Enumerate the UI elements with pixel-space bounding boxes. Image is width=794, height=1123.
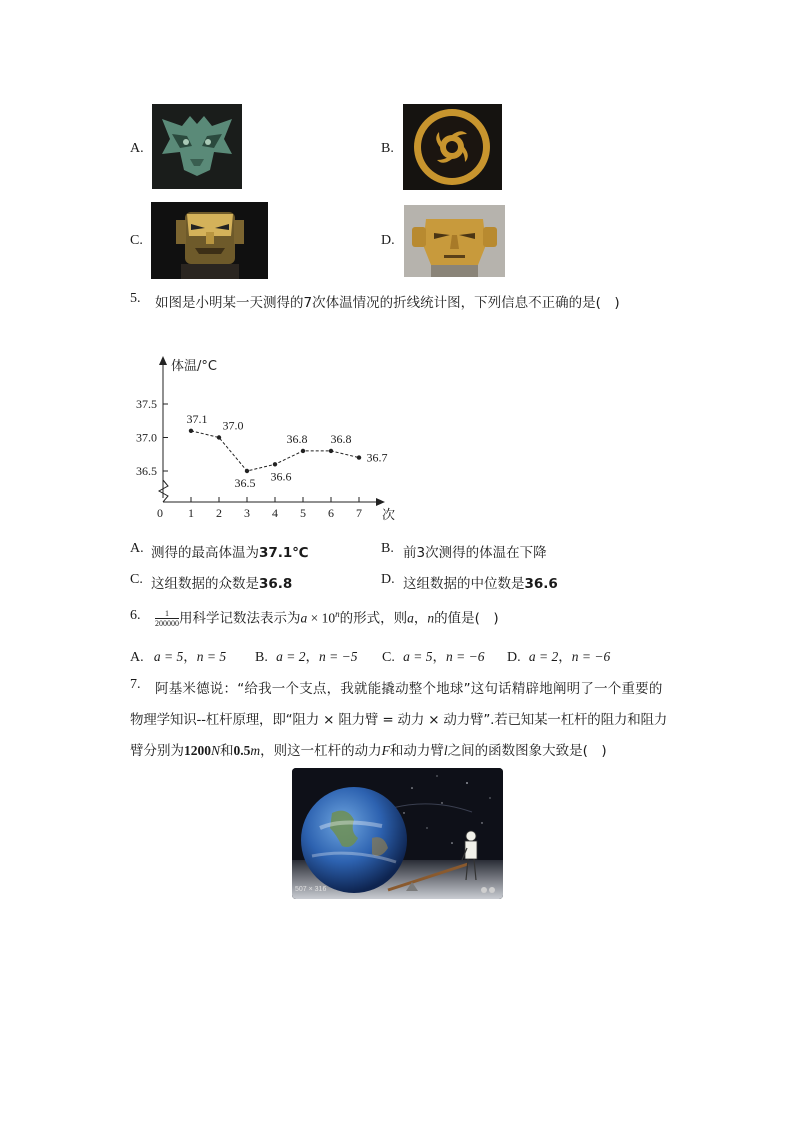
q5-stem-text: 如图是小明某一天测得的7次体温情况的折线统计图，下列信息不正确的是( ) <box>155 295 620 311</box>
q7-line-3-e: 之间的函数图象大致是( ) <box>447 743 607 759</box>
q4-option-a-label: A. <box>130 141 144 156</box>
q5-option-c <box>151 572 292 592</box>
data-point <box>301 449 305 453</box>
q6-frac-numerator: 1 <box>155 609 179 619</box>
body-temperature-line-chart <box>120 345 410 530</box>
q6-text-3: 的值是( ) <box>434 610 499 627</box>
q6-option-b-label: B. <box>255 650 268 665</box>
q7-line-3-c: ，则这一杠杆的动力 <box>260 743 382 759</box>
q6-text-1: 用科学记数法表示为 <box>179 610 301 627</box>
q6-option-a: A. a = 5，n = 5 <box>130 649 227 665</box>
q5-option-d-value: 36.6 <box>524 576 558 592</box>
q7-value-1: 1200 <box>184 743 211 758</box>
q6-option-c-label: C. <box>382 650 395 665</box>
q5-option-b-label: B. <box>381 541 394 556</box>
q5-option-c-label: C. <box>130 572 143 587</box>
x-tick-label: 2 <box>216 506 222 520</box>
data-point <box>273 462 277 466</box>
q4-option-c-label: C. <box>130 233 143 248</box>
q7-line-3-a: 臂分别为 <box>130 743 184 759</box>
q5-option-a <box>151 541 309 561</box>
q5-option-a-text: 测得的最高体温为 <box>151 545 259 561</box>
q6-option-d-n: n = −6 <box>571 649 611 664</box>
q4-option-a-image-bronze-mask <box>152 104 242 189</box>
x-tick-label: 4 <box>272 506 278 520</box>
q6-stem <box>155 602 499 631</box>
data-point <box>245 469 249 473</box>
data-label: 36.5 <box>234 476 256 490</box>
q7-image-caption: 507 × 316 <box>295 886 327 893</box>
x-tick-label: 6 <box>328 506 334 520</box>
q7-unit-2: m <box>250 743 261 758</box>
q7-var-F: F <box>381 743 390 758</box>
q5-option-d-label: D. <box>381 572 395 587</box>
q6-fraction <box>155 609 179 628</box>
q7-var-l: l <box>443 743 448 758</box>
y-tick-label: 37.0 <box>136 430 157 445</box>
q4-option-c-image-gold-mask-head <box>151 202 268 279</box>
q7-line-3-b: 和 <box>220 743 234 759</box>
q6-option-a-a: a = 5 <box>153 649 184 664</box>
q6-option-c-n: n = −6 <box>446 649 485 664</box>
q7-number: 7. <box>130 677 141 692</box>
q5-number: 5. <box>130 291 141 306</box>
q7-line-3-d: 和动力臂 <box>389 743 444 759</box>
data-label: 36.8 <box>286 431 308 446</box>
q6-option-b: B. a = 2，n = −5 <box>255 649 358 665</box>
origin-label: 0 <box>157 506 163 520</box>
q6-option-d-label: D. <box>507 650 521 665</box>
y-axis-label: 体温/°C <box>171 359 217 374</box>
x-tick-label: 7 <box>356 506 362 520</box>
q5-option-a-value: 37.1℃ <box>259 545 309 561</box>
q5-option-c-text: 这组数据的众数是 <box>151 576 259 592</box>
q6-option-a-n: n = 5 <box>196 649 227 664</box>
q7-line-3 <box>130 739 607 759</box>
data-label: 36.7 <box>366 450 388 465</box>
q4-option-b-image-golden-sun-disc <box>403 104 502 190</box>
q5-option-a-label: A. <box>130 541 144 556</box>
q6-expr-a: a <box>300 610 308 626</box>
x-tick-label: 3 <box>244 506 250 520</box>
data-label: 37.0 <box>222 418 244 433</box>
y-axis-arrow <box>159 356 167 365</box>
q5-option-c-value: 36.8 <box>259 576 293 592</box>
q5-option-d-text: 这组数据的中位数是 <box>403 576 525 592</box>
q7-value-2: 0.5 <box>233 743 251 758</box>
q6-number: 6. <box>130 608 141 623</box>
q6-expr-n: n <box>335 609 340 619</box>
q6-option-b-n: n = −5 <box>319 649 358 664</box>
x-tick-label: 5 <box>300 506 306 520</box>
data-point <box>329 449 333 453</box>
q4-option-b-label: B. <box>381 141 394 156</box>
q6-option-c-a: a = 5 <box>403 649 433 664</box>
q7-unit-1: N <box>211 743 221 758</box>
q7-line-1: 阿基米德说：“给我一个支点，我就能撬动整个地球”这句话精辟地阐明了一个重要的 <box>155 681 663 697</box>
q5-option-b-text: 前3次测得的体温在下降 <box>403 545 547 561</box>
data-label: 36.8 <box>330 431 352 446</box>
x-axis-label: 次 <box>382 508 396 523</box>
y-tick-label: 36.5 <box>136 464 157 478</box>
q6-frac-denominator: 200000 <box>155 619 179 628</box>
q6-option-d-a: a = 2 <box>528 649 559 664</box>
q6-var-a: a <box>407 610 414 626</box>
q5-option-d <box>403 572 558 592</box>
data-label: 37.1 <box>186 411 208 426</box>
x-tick-label: 1 <box>188 506 194 520</box>
q7-image-archimedes-lever-earth <box>292 768 503 899</box>
q6-comma: ， <box>413 610 428 627</box>
q6-option-b-a: a = 2 <box>276 649 306 664</box>
data-point <box>357 455 361 459</box>
q6-text-2: 的形式，则 <box>339 610 408 627</box>
q6-var-n: n <box>427 610 435 626</box>
data-label: 36.6 <box>270 469 292 484</box>
q4-option-d-image-gold-mask <box>404 205 505 277</box>
q6-option-d: D. a = 2，n = −6 <box>507 649 611 665</box>
data-point <box>189 429 193 433</box>
q4-option-d-label: D. <box>381 233 395 248</box>
data-point <box>217 435 221 439</box>
q6-option-c: C. a = 5，n = −6 <box>382 649 485 665</box>
q7-line-2: 物理学知识--杠杆原理，即“阻力 × 阻力臂 = 动力 × 动力臂”.若已知某一杠杆的阻力和阻力 <box>130 712 668 728</box>
y-tick-label: 37.5 <box>136 397 157 411</box>
q6-expr-times: × 10 <box>307 610 336 626</box>
q6-option-a-label: A. <box>130 650 144 665</box>
x-axis-arrow <box>376 498 385 506</box>
